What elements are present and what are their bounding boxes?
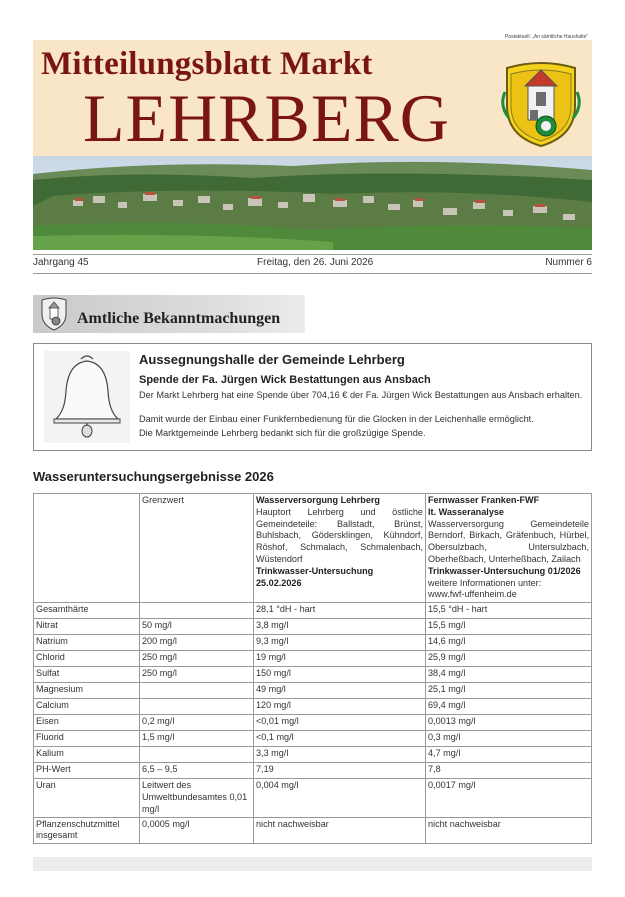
row-limit: 250 mg/l	[140, 667, 254, 683]
row-parameter: Natrium	[34, 635, 140, 651]
postal-note: Postaktuell: „An sämtliche Haushalte“	[505, 34, 589, 40]
table-row	[34, 779, 592, 817]
row-fwf-value: 38,4 mg/l	[426, 667, 592, 683]
row-fwf-value: 0,3 mg/l	[426, 731, 592, 747]
coat-of-arms-icon	[40, 297, 68, 331]
table-row	[34, 651, 592, 667]
title-line-1: Mitteilungsblatt Markt	[41, 46, 373, 82]
row-lehrberg-value: 150 mg/l	[254, 667, 426, 683]
notice-subheading: Spende der Fa. Jürgen Wick Bestattungen aus Ansbach	[139, 374, 431, 386]
row-limit	[140, 699, 254, 715]
row-lehrberg-value: 3,3 mg/l	[254, 747, 426, 763]
row-fwf-value: 7,8	[426, 763, 592, 779]
notice-paragraph-2: Damit wurde der Einbau einer Funkfernbedienung für die Glocken in der Leichenhalle ermöglicht.	[139, 414, 534, 424]
lehrberg-test-date: 25.02.2026	[256, 577, 302, 588]
row-fwf-value: nicht nachweisbar	[426, 817, 592, 844]
table-header-row	[34, 494, 592, 603]
fwf-title: Fernwasser Franken-FWF	[428, 495, 540, 505]
row-limit: 0,0005 mg/l	[140, 817, 254, 844]
header-limit: Grenzwert	[140, 494, 254, 603]
table-row	[34, 699, 592, 715]
divider	[33, 254, 592, 255]
header-fwf	[426, 494, 592, 603]
table-row	[34, 731, 592, 747]
lehrberg-area-text: Hauptort Lehrberg und östliche Gemeindeteile: Ballstadt, Brünst, Buhlsbach, Gödersklingen, Kühndorf, Röshof, Schmalach, Schmalenbach, Wüstendorf	[256, 506, 423, 564]
footer-bar	[33, 857, 592, 871]
row-lehrberg-value: 7,19	[254, 763, 426, 779]
row-parameter: Uran	[34, 779, 140, 817]
table-row	[34, 603, 592, 619]
issue-date: Freitag, den 26. Juni 2026	[257, 257, 374, 268]
row-lehrberg-value: nicht nachweisbar	[254, 817, 426, 844]
notice-paragraph-3: Die Marktgemeinde Lehrberg bedankt sich für die großzügige Spende.	[139, 428, 426, 438]
fwf-test-label: Trinkwasser-Untersuchung 01/2026	[428, 565, 581, 576]
masthead	[33, 40, 592, 250]
row-limit	[140, 747, 254, 763]
notice-paragraph-1: Der Markt Lehrberg hat eine Spende über 704,16 € der Fa. Jürgen Wick Bestattungen aus Ansbach erhalten.	[139, 390, 583, 400]
row-fwf-value: 15,5 °dH - hart	[426, 603, 592, 619]
row-fwf-value: 69,4 mg/l	[426, 699, 592, 715]
bell-icon	[44, 351, 130, 443]
row-lehrberg-value: 0,004 mg/l	[254, 779, 426, 817]
row-limit: Leitwert des Umweltbundesamtes 0,01 mg/l	[140, 779, 254, 817]
row-lehrberg-value: <0,1 mg/l	[254, 731, 426, 747]
section-title: Amtliche Bekanntmachungen	[77, 310, 281, 327]
row-parameter: Sulfat	[34, 667, 140, 683]
issue-volume: Jahrgang 45	[33, 257, 89, 268]
fwf-area-text: Wasserversorgung Gemeindeteile Berndorf, Birkach, Gräfenbuch, Hürbel, Obersulzbach, Untersulzbach, Oberheßbach, Unterheßbach, Zailach	[428, 518, 589, 564]
row-limit	[140, 603, 254, 619]
fwf-subtitle: lt. Wasseranalyse	[428, 506, 504, 517]
town-panorama-photo	[33, 156, 592, 250]
row-fwf-value: 25,9 mg/l	[426, 651, 592, 667]
row-fwf-value: 25,1 mg/l	[426, 683, 592, 699]
row-fwf-value: 0,0017 mg/l	[426, 779, 592, 817]
row-parameter: PH-Wert	[34, 763, 140, 779]
table-row	[34, 619, 592, 635]
notice-heading: Aussegnungshalle der Gemeinde Lehrberg	[139, 352, 405, 367]
row-parameter: Calcium	[34, 699, 140, 715]
row-limit: 0,2 mg/l	[140, 715, 254, 731]
divider	[33, 273, 592, 274]
row-limit: 6,5 – 9,5	[140, 763, 254, 779]
row-parameter: Pflanzenschutzmittel insgesamt	[34, 817, 140, 844]
row-limit: 1,5 mg/l	[140, 731, 254, 747]
row-fwf-value: 0,0013 mg/l	[426, 715, 592, 731]
table-row	[34, 683, 592, 699]
row-parameter: Fluorid	[34, 731, 140, 747]
row-lehrberg-value: 3,8 mg/l	[254, 619, 426, 635]
table-row	[34, 763, 592, 779]
fwf-info-url: www.fwf-uffenheim.de	[428, 589, 517, 600]
row-parameter: Gesamthärte	[34, 603, 140, 619]
table-row	[34, 667, 592, 683]
lehrberg-coat-of-arms-icon	[501, 62, 581, 148]
row-lehrberg-value: 9,3 mg/l	[254, 635, 426, 651]
row-lehrberg-value: 28,1 °dH - hart	[254, 603, 426, 619]
lehrberg-title: Wasserversorgung Lehrberg	[256, 495, 380, 505]
row-parameter: Kalium	[34, 747, 140, 763]
row-fwf-value: 15,5 mg/l	[426, 619, 592, 635]
row-parameter: Chlorid	[34, 651, 140, 667]
table-row	[34, 635, 592, 651]
row-parameter: Magnesium	[34, 683, 140, 699]
row-limit: 50 mg/l	[140, 619, 254, 635]
water-results-title: Wasseruntersuchungsergebnisse 2026	[33, 469, 274, 484]
table-row	[34, 817, 592, 844]
row-lehrberg-value: 49 mg/l	[254, 683, 426, 699]
row-limit: 250 mg/l	[140, 651, 254, 667]
header-cell-empty	[34, 494, 140, 603]
row-lehrberg-value: <0,01 mg/l	[254, 715, 426, 731]
row-fwf-value: 14,6 mg/l	[426, 635, 592, 651]
table-row	[34, 747, 592, 763]
row-parameter: Nitrat	[34, 619, 140, 635]
table-row	[34, 715, 592, 731]
water-results-table	[33, 493, 592, 844]
fwf-info-label: weitere Informationen unter:	[428, 577, 542, 588]
row-limit	[140, 683, 254, 699]
row-fwf-value: 4,7 mg/l	[426, 747, 592, 763]
issue-number: Nummer 6	[545, 257, 592, 268]
lehrberg-test-label: Trinkwasser-Untersuchung	[256, 565, 374, 576]
row-lehrberg-value: 19 mg/l	[254, 651, 426, 667]
row-limit: 200 mg/l	[140, 635, 254, 651]
row-parameter: Eisen	[34, 715, 140, 731]
row-lehrberg-value: 120 mg/l	[254, 699, 426, 715]
title-line-2: LEHRBERG	[83, 80, 450, 156]
header-lehrberg	[254, 494, 426, 603]
